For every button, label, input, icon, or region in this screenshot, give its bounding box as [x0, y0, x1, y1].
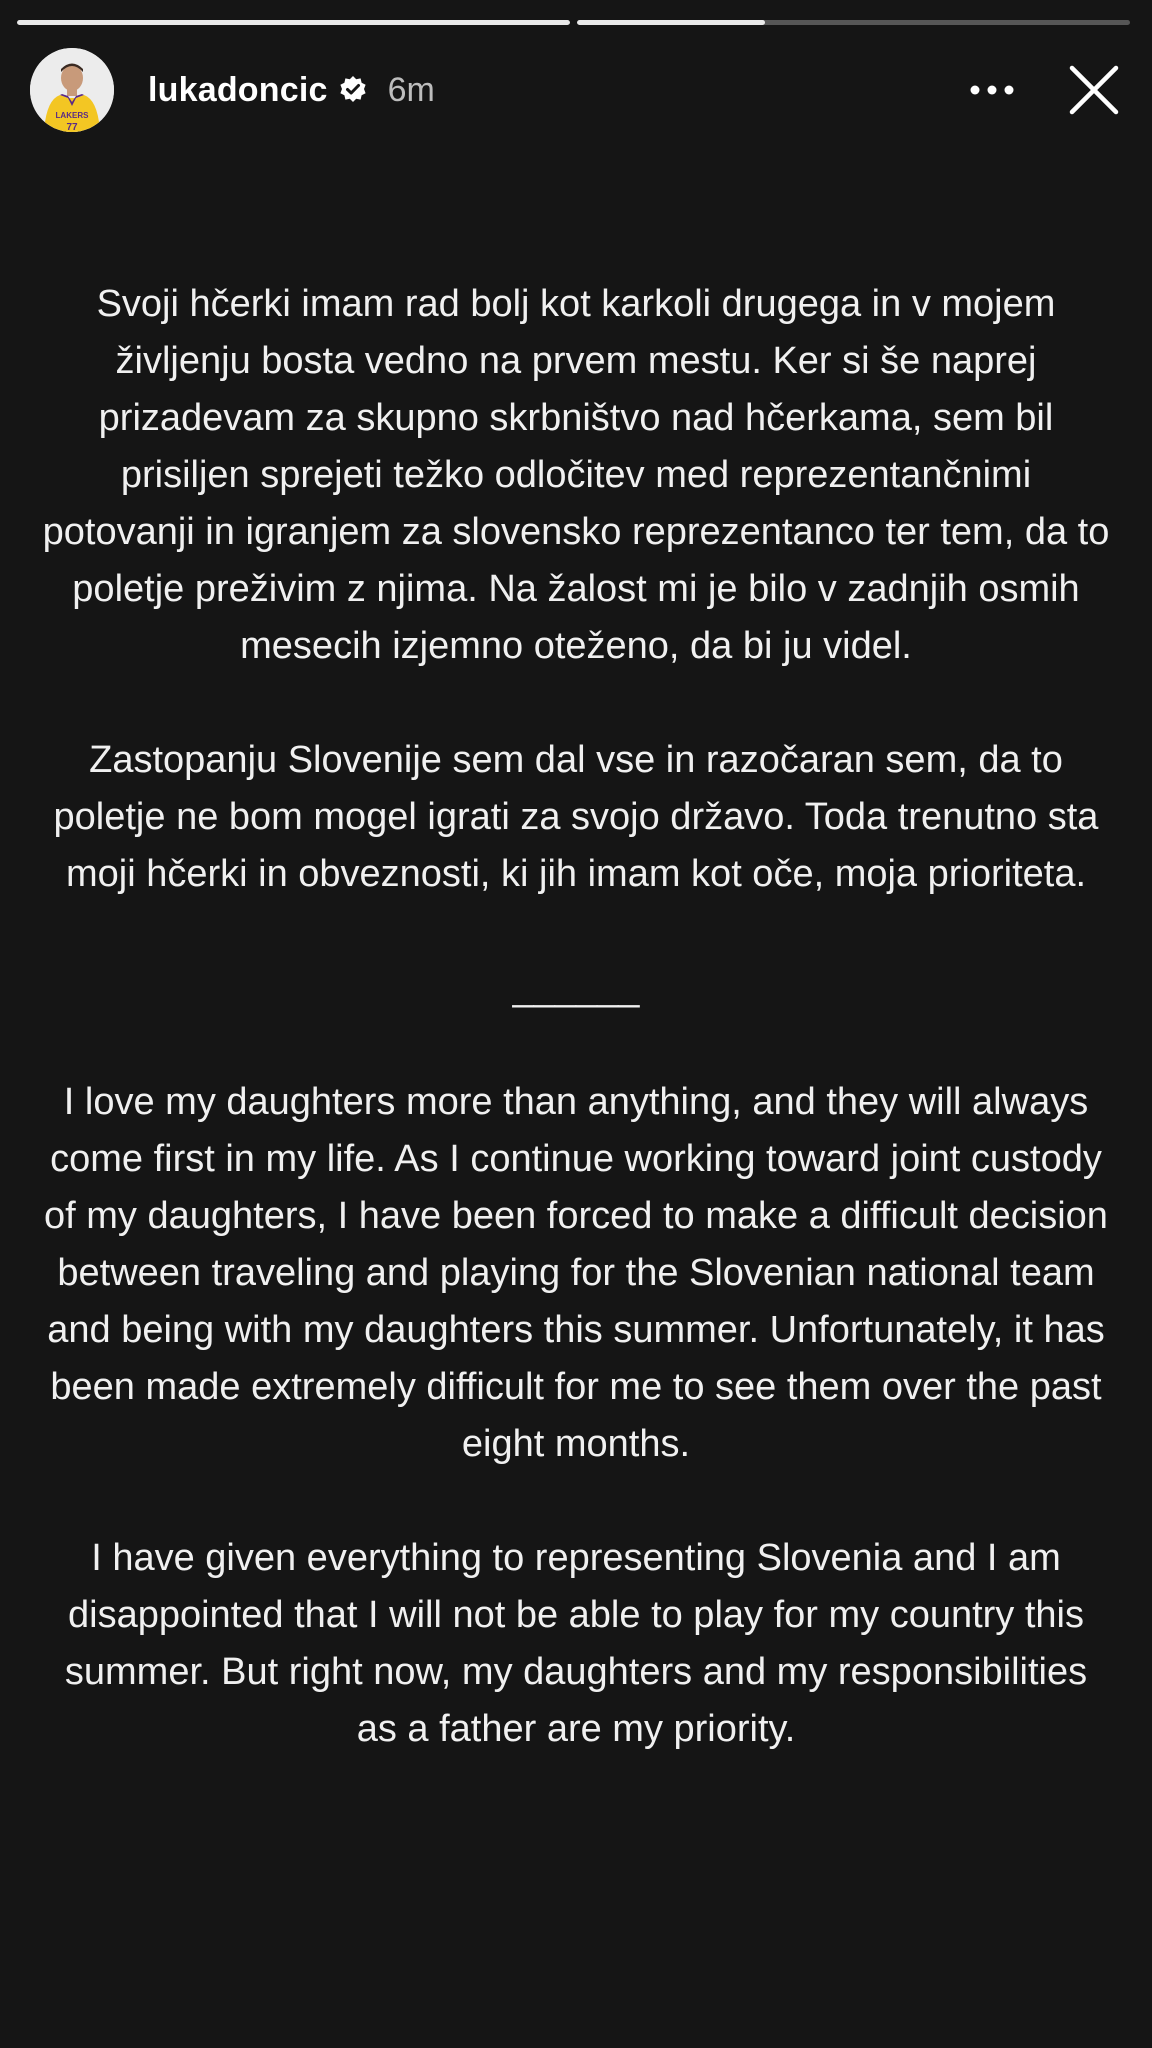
slovenian-paragraph-2: Zastopanju Slovenije sem dal vse in razočaran sem, da to poletje ne bom mogel igrati za svojo državo. Toda trenutno sta moji hčerki in obveznosti, ki jih imam kot oče, moja prioriteta. — [53, 739, 1099, 895]
svg-text:LAKERS: LAKERS — [55, 111, 89, 120]
english-paragraph-1: I love my daughters more than anything, and they will always come first in my life. As I continue working toward joint custody of my daughters, I have been forced to make a difficult decision between traveling and playing for the Slovenian national team and being with my daughters this summer. Unfortunately, it has been made extremely difficult for me to see them over the past eight months. — [44, 1081, 1108, 1465]
more-options-icon[interactable] — [964, 70, 1020, 110]
english-paragraph-2: I have given everything to representing Slovenia and I am disappointed that I will not be able to play for my country this summer. But right now, my daughters and my responsibilities as a father are my priority. — [64, 1537, 1088, 1750]
username[interactable]: lukadoncic — [148, 70, 328, 109]
separator-line: ______ — [512, 967, 640, 1009]
story-timestamp: 6m — [387, 70, 435, 109]
slovenian-paragraph-1: Svoji hčerki imam rad bolj kot karkoli drugega in v mojem življenju bosta vedno na prvem mestu. Ker si še naprej prizadevam za skupno skrbništvo nad hčerkama, sem bil prisiljen sprejeti težko odločitev med reprezentančnimi potovanji in igranjem za slovensko reprezentanco ter tem, da to poletje preživim z njima. Na žalost mi je bilo v zadnjih osmih mesecih izjemno oteženo, da bi ju videl. — [42, 283, 1110, 667]
close-icon[interactable] — [1066, 62, 1122, 118]
story-progress-segment-1 — [17, 20, 570, 25]
story-text-content — [40, 276, 1112, 1758]
story-header — [30, 48, 1122, 132]
svg-text:77: 77 — [66, 122, 78, 132]
player-avatar-icon[interactable] — [30, 48, 114, 132]
story-progress-bar — [17, 20, 1130, 25]
verified-badge-icon — [338, 75, 368, 105]
story-progress-fill-2 — [577, 20, 765, 25]
story-progress-segment-2 — [577, 20, 1130, 25]
story-progress-fill-1 — [17, 20, 570, 25]
